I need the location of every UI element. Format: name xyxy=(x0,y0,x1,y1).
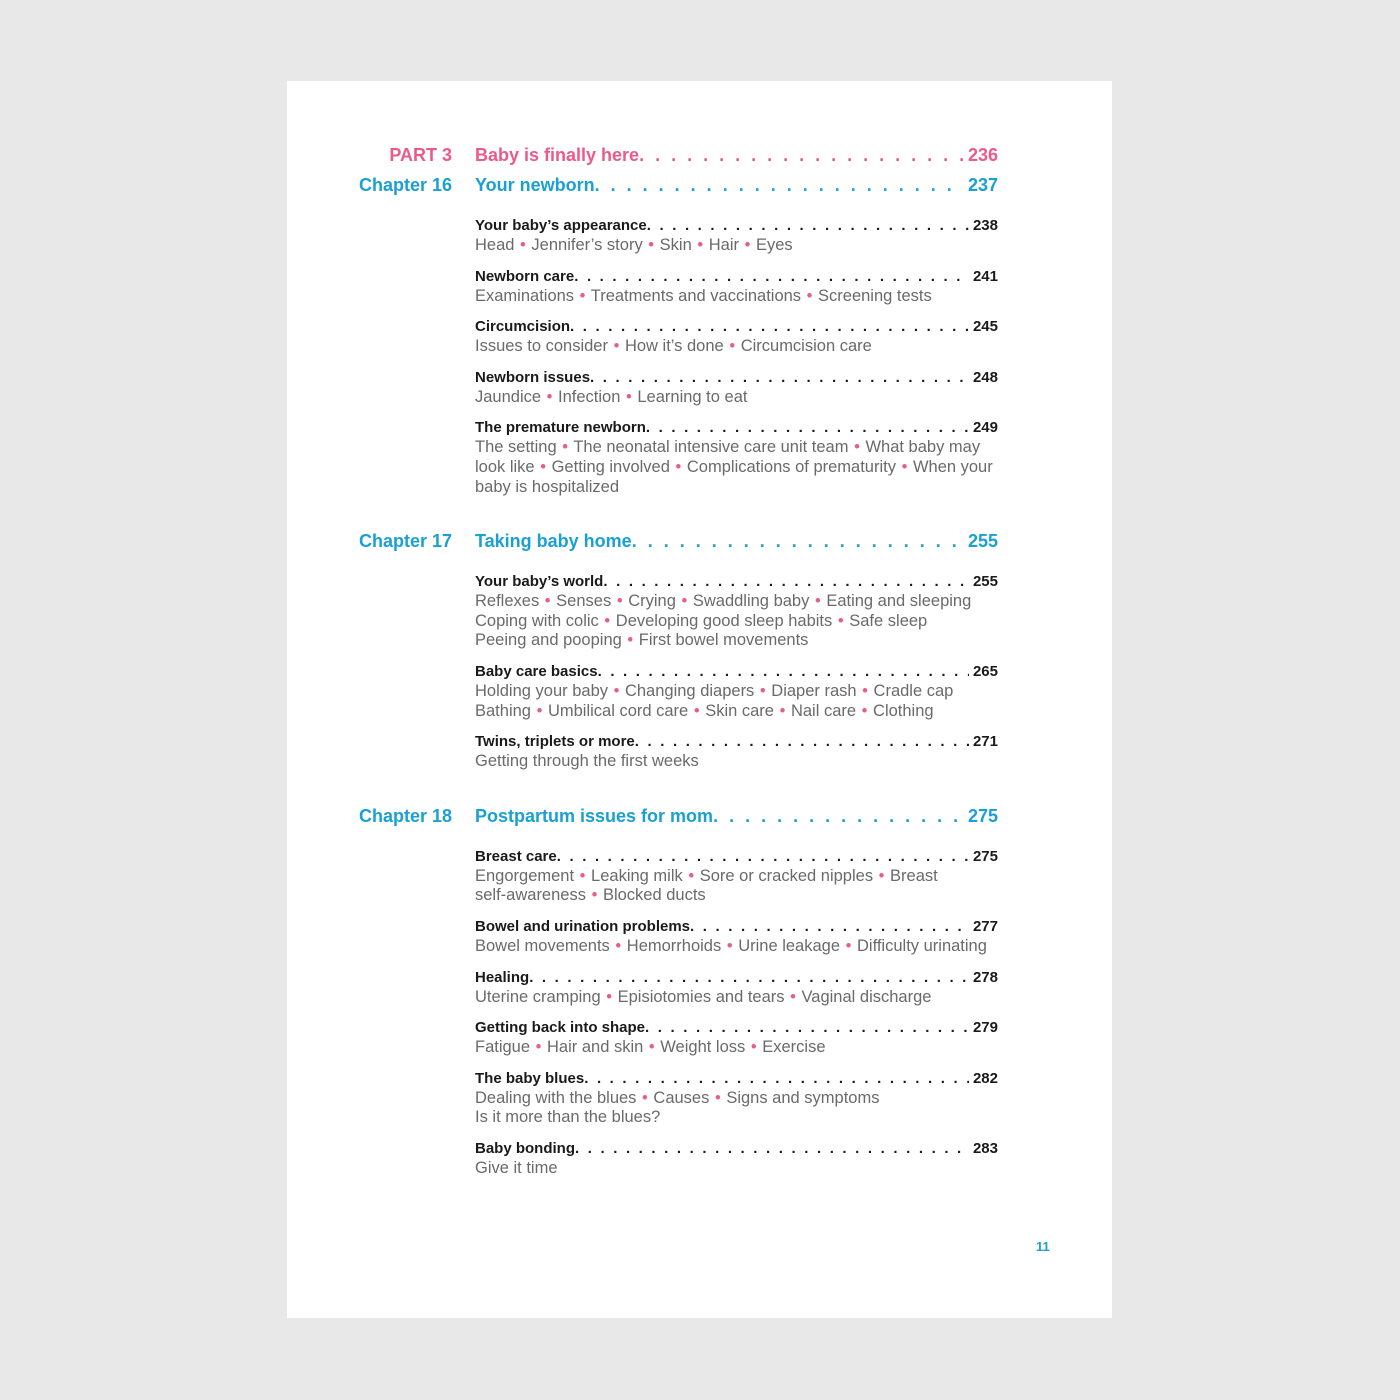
topic: Holding your baby xyxy=(475,681,608,700)
leader-dots xyxy=(713,806,964,827)
topic: Difficulty urinating xyxy=(856,936,987,955)
entry-topics-line xyxy=(475,458,998,478)
entry-title: Baby care basics xyxy=(475,662,598,680)
bullet-icon: • xyxy=(878,866,885,885)
chapter-label: Chapter 17 xyxy=(358,531,452,552)
topic: Getting through the first weeks xyxy=(475,752,699,771)
bullet-icon: • xyxy=(604,611,611,630)
entry-page: 255 xyxy=(972,573,998,591)
entry-topics-line xyxy=(475,388,998,408)
bullet-icon: • xyxy=(726,936,733,955)
chapter-block xyxy=(357,531,998,772)
entry-title: Twins, triplets or more xyxy=(475,733,635,751)
entry-topics-line xyxy=(475,592,998,612)
entry-page: 238 xyxy=(972,217,998,234)
entry-heading xyxy=(475,969,998,988)
topic: Crying xyxy=(628,592,676,611)
toc-entry xyxy=(475,1140,998,1179)
bullet-icon: • xyxy=(540,457,546,476)
toc-entry xyxy=(475,733,998,772)
entry-title: Bowel and urination problems xyxy=(475,917,691,935)
part-heading xyxy=(357,145,998,175)
topic: The neonatal intensive care unit team xyxy=(573,438,849,457)
entry-topics-line xyxy=(475,1159,998,1179)
leader-dots xyxy=(598,663,969,680)
leader-dots xyxy=(574,268,969,285)
toc-entry xyxy=(475,1019,998,1058)
bullet-icon: • xyxy=(562,438,569,457)
bullet-icon: • xyxy=(714,1088,721,1107)
entry-page: 283 xyxy=(972,1139,998,1157)
chapter-block xyxy=(357,175,998,497)
bullet-icon: • xyxy=(535,1038,542,1057)
topic: Head xyxy=(475,236,515,254)
topic: Dealing with the blues xyxy=(475,1088,637,1107)
entry-heading xyxy=(475,918,998,937)
entry-heading xyxy=(475,663,998,682)
chapter-heading xyxy=(357,175,998,205)
bullet-icon: • xyxy=(520,236,526,254)
topic: Skin care xyxy=(705,701,774,720)
topic: Nail care xyxy=(790,701,857,720)
page-number: 11 xyxy=(1036,1239,1050,1254)
topic: Swaddling baby xyxy=(692,592,810,611)
part-title: Baby is finally here xyxy=(475,145,640,165)
leader-dots xyxy=(647,217,969,234)
toc-entry xyxy=(475,419,998,497)
topic: Hemorrhoids xyxy=(626,936,722,955)
book-page xyxy=(287,81,1112,1318)
toc-entry xyxy=(475,318,998,357)
entry-page: 265 xyxy=(972,662,998,680)
topic: Learning to eat xyxy=(637,387,748,406)
leader-dots xyxy=(690,918,969,935)
bullet-icon: • xyxy=(814,592,821,611)
entry-page: 249 xyxy=(972,419,998,437)
entry-heading xyxy=(475,573,998,592)
bullet-icon: • xyxy=(759,681,766,700)
bullet-icon: • xyxy=(579,286,586,305)
chapter-title: Taking baby home xyxy=(475,531,632,552)
bullet-icon: • xyxy=(615,936,622,955)
topic: Weight loss xyxy=(660,1038,746,1057)
chapter-label: Chapter 18 xyxy=(358,805,452,826)
toc-entry xyxy=(475,969,998,1008)
chapter-entries xyxy=(475,848,998,1179)
topic: Peeing and pooping xyxy=(475,631,622,650)
entry-title: Circumcision xyxy=(475,318,571,336)
entry-topics-line xyxy=(475,682,998,702)
part-page: 236 xyxy=(967,145,998,165)
entry-page: 277 xyxy=(972,917,998,935)
bullet-icon: • xyxy=(616,592,623,611)
bullet-icon: • xyxy=(613,681,620,700)
part-label: PART 3 xyxy=(389,145,452,165)
entry-title: Newborn issues xyxy=(475,368,591,386)
bullet-icon: • xyxy=(648,1038,655,1057)
entry-title: Your baby’s world xyxy=(475,573,604,591)
topic: Clothing xyxy=(873,701,934,720)
entry-title: Newborn care xyxy=(475,267,575,285)
bullet-icon: • xyxy=(675,457,682,476)
bullet-icon: • xyxy=(901,457,908,476)
entry-heading xyxy=(475,1140,998,1159)
toc-entry xyxy=(475,663,998,721)
leader-dots xyxy=(529,969,969,986)
topic: Engorgement xyxy=(475,866,575,885)
entry-title: The baby blues xyxy=(475,1069,585,1087)
leader-dots xyxy=(570,318,969,335)
topic: Safe sleep xyxy=(849,611,928,630)
entry-topics-line xyxy=(475,886,998,906)
topic: Exercise xyxy=(762,1038,826,1057)
topic: Diaper rash xyxy=(771,681,857,700)
entry-heading xyxy=(475,1070,998,1089)
bullet-icon: • xyxy=(862,681,868,700)
entry-topics-line xyxy=(475,337,998,357)
topic: Signs and symptoms xyxy=(726,1088,880,1107)
table-of-contents xyxy=(357,145,998,1178)
topic: How it’s done xyxy=(624,337,724,356)
chapter-page: 275 xyxy=(967,805,998,826)
chapter-gap xyxy=(357,497,998,531)
entry-title: Baby bonding xyxy=(475,1139,575,1157)
leader-dots xyxy=(584,1070,969,1087)
entry-topics-line xyxy=(475,937,998,957)
topic: Complications of prematurity xyxy=(686,457,896,476)
entry-topics-line xyxy=(475,1089,998,1109)
bullet-icon: • xyxy=(626,387,632,406)
topic: Episiotomies and tears xyxy=(617,987,785,1006)
bullet-icon: • xyxy=(579,866,586,885)
topic: Urine leakage xyxy=(738,936,841,955)
bullet-icon: • xyxy=(536,701,543,720)
topic: Jaundice xyxy=(475,387,542,406)
topic: Causes xyxy=(653,1088,710,1107)
topic: Leaking milk xyxy=(591,866,683,885)
chapter-entries xyxy=(475,217,998,497)
entry-topics-line xyxy=(475,478,998,498)
chapter-gap xyxy=(357,772,998,806)
topic: self-awareness xyxy=(475,886,586,905)
bullet-icon: • xyxy=(627,631,634,650)
bullet-icon: • xyxy=(648,236,655,254)
leader-dots xyxy=(632,531,964,552)
topic: What baby may xyxy=(865,438,981,457)
leader-dots xyxy=(590,369,969,386)
entry-topics-line xyxy=(475,287,998,307)
toc-entry xyxy=(475,1070,998,1128)
topic: Bathing xyxy=(475,701,531,720)
bullet-icon: • xyxy=(750,1038,757,1057)
bullet-icon: • xyxy=(681,592,688,611)
topic: The setting xyxy=(475,438,557,457)
bullet-icon: • xyxy=(613,337,620,356)
chapter-block xyxy=(357,806,998,1179)
bullet-icon: • xyxy=(845,936,852,955)
chapter-heading xyxy=(357,531,998,561)
entry-page: 248 xyxy=(972,368,998,386)
entry-page: 279 xyxy=(972,1019,998,1037)
bullet-icon: • xyxy=(806,286,813,305)
chapter-title: Your newborn xyxy=(475,175,595,195)
bullet-icon: • xyxy=(790,987,796,1006)
topic: Issues to consider xyxy=(475,337,608,356)
topic: Changing diapers xyxy=(624,681,755,700)
toc-entry xyxy=(475,268,998,307)
toc-entry xyxy=(475,918,998,957)
chapter-label: Chapter 16 xyxy=(358,175,452,195)
chapter-page: 255 xyxy=(967,531,998,552)
entry-topics-line xyxy=(475,236,998,256)
toc-entry xyxy=(475,369,998,408)
toc-entry xyxy=(475,573,998,651)
entry-page: 245 xyxy=(972,318,998,336)
entry-page: 241 xyxy=(972,267,998,285)
topic: Hair and skin xyxy=(547,1038,644,1057)
topic: Treatments and vaccinations xyxy=(590,286,802,305)
bullet-icon: • xyxy=(546,387,553,406)
leader-dots xyxy=(557,848,969,865)
topic: Jennifer’s story xyxy=(531,236,643,254)
leader-dots xyxy=(595,175,964,196)
chapter-title: Postpartum issues for mom xyxy=(475,805,714,826)
entry-topics-line xyxy=(475,438,998,458)
entry-title: The premature newborn xyxy=(475,419,646,437)
topic: Eating and sleeping xyxy=(826,592,972,611)
entry-page: 271 xyxy=(972,733,998,751)
topic: Developing good sleep habits xyxy=(615,611,833,630)
entry-topics-line xyxy=(475,702,998,722)
entry-topics-line xyxy=(475,988,998,1008)
chapter-heading xyxy=(357,806,998,836)
topic: Umbilical cord care xyxy=(547,701,689,720)
topic: Uterine cramping xyxy=(475,987,601,1006)
entry-title: Breast care xyxy=(475,847,557,865)
chapters-container xyxy=(357,175,998,1178)
entry-title: Getting back into shape xyxy=(475,1019,646,1037)
topic: Getting involved xyxy=(551,457,670,476)
toc-entry xyxy=(475,848,998,906)
entry-heading xyxy=(475,318,998,337)
toc-entry xyxy=(475,217,998,256)
entry-heading xyxy=(475,733,998,752)
entry-page: 275 xyxy=(972,847,998,865)
topic: Fatigue xyxy=(475,1038,531,1057)
topic: Hair xyxy=(708,236,740,254)
bullet-icon: • xyxy=(837,611,844,630)
leader-dots xyxy=(575,1140,969,1157)
entry-topics-line xyxy=(475,612,998,632)
bullet-icon: • xyxy=(688,866,695,885)
bullet-icon: • xyxy=(729,337,736,356)
entry-page: 278 xyxy=(972,968,998,986)
topic: Skin xyxy=(659,236,692,254)
topic: Bowel movements xyxy=(475,936,610,955)
entry-title: Your baby’s appearance xyxy=(475,217,647,234)
entry-topics-line xyxy=(475,631,998,651)
topic: Give it time xyxy=(475,1158,558,1177)
entry-topics-line xyxy=(475,867,998,887)
bullet-icon: • xyxy=(642,1088,648,1107)
topic: Examinations xyxy=(475,286,575,305)
topic: Cradle cap xyxy=(873,681,954,700)
entry-heading xyxy=(475,1019,998,1038)
topic: Sore or cracked nipples xyxy=(699,866,874,885)
topic: Senses xyxy=(556,592,612,611)
entry-topics-line xyxy=(475,752,998,772)
topic: Circumcision care xyxy=(740,337,872,356)
topic: Reflexes xyxy=(475,592,540,611)
topic: Vaginal discharge xyxy=(801,987,932,1006)
leader-dots xyxy=(645,1019,969,1036)
entry-topics-line xyxy=(475,1038,998,1058)
bullet-icon: • xyxy=(697,236,704,254)
chapter-page: 237 xyxy=(967,175,998,195)
leader-dots xyxy=(635,733,969,750)
topic: Breast xyxy=(890,866,938,885)
bullet-icon: • xyxy=(861,701,868,720)
entry-title: Healing xyxy=(475,968,530,986)
topic: look like xyxy=(475,457,535,476)
topic: Blocked ducts xyxy=(602,886,706,905)
bullet-icon: • xyxy=(779,701,786,720)
topic: First bowel movements xyxy=(638,631,809,650)
entry-heading xyxy=(475,217,998,236)
leader-dots xyxy=(639,145,964,166)
topic: Coping with colic xyxy=(475,611,599,630)
topic: Screening tests xyxy=(818,286,932,305)
topic: baby is hospitalized xyxy=(475,477,620,496)
bullet-icon: • xyxy=(591,886,598,905)
leader-dots xyxy=(603,573,969,590)
topic: When your xyxy=(912,457,993,476)
chapter-entries xyxy=(475,573,998,772)
entry-heading xyxy=(475,369,998,388)
entry-heading xyxy=(475,848,998,867)
entry-topics-line xyxy=(475,1108,998,1128)
entry-page: 282 xyxy=(972,1069,998,1087)
entry-heading xyxy=(475,268,998,287)
topic: Infection xyxy=(558,387,621,406)
bullet-icon: • xyxy=(744,236,751,254)
bullet-icon: • xyxy=(544,592,551,611)
bullet-icon: • xyxy=(854,438,860,457)
bullet-icon: • xyxy=(606,987,613,1006)
topic: Is it more than the blues? xyxy=(475,1108,661,1127)
entry-heading xyxy=(475,419,998,438)
leader-dots xyxy=(646,419,969,436)
topic: Eyes xyxy=(755,236,793,254)
bullet-icon: • xyxy=(693,701,700,720)
